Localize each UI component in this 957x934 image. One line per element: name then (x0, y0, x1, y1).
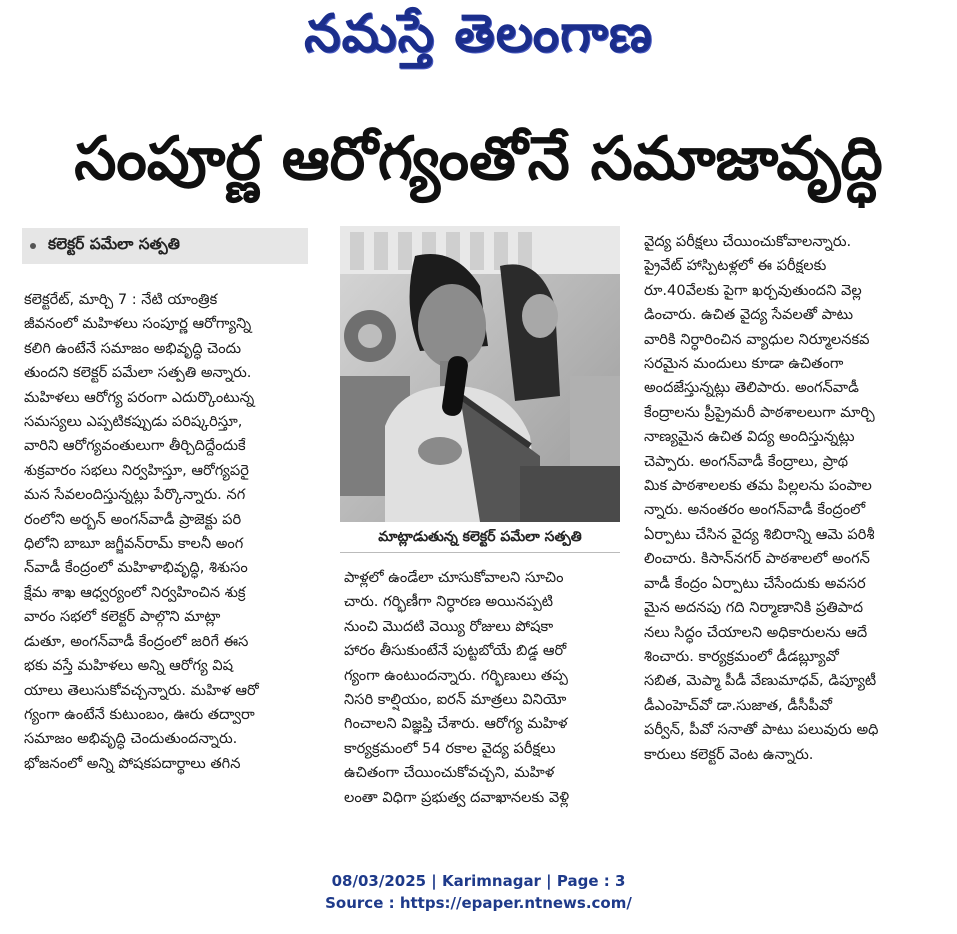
page-footer (0, 870, 957, 914)
article-line: కలిగి ఉంటేనే సమాజం అభివృద్ధి చెందు (24, 339, 242, 357)
article-column-1 (24, 288, 312, 776)
article-line: కేంద్రాలను ప్రీప్రైమరీ పాఠశాలలుగా మార్చి (644, 403, 875, 421)
byline-text: కలెక్టర్ పమేలా సత్పతి (48, 235, 180, 253)
article-line: ఉచితంగా చేయించుకోవచ్చని, మహిళ (344, 764, 555, 782)
article-line: వారికి నిర్ధారించిన వ్యాధుల నిర్మూలనకవ (644, 330, 870, 348)
byline-box (22, 228, 308, 264)
article-line: నుంచి మొదటి వెయ్యి రోజులు పోషకా (344, 617, 554, 635)
article-line: మహిళలు ఆరోగ్య పరంగా ఎదుర్కొంటున్న (24, 388, 255, 406)
article-line: వైద్య పరీక్షలు చేయించుకోవాలన్నారు. (644, 233, 852, 250)
article-line: కార్యక్రమంలో 54 రకాల వైద్య పరీక్షలు (344, 739, 556, 757)
article-line: నలు సిద్ధం చేయాలని అధికారులను ఆదే (644, 623, 868, 641)
article-line: శించారు. కార్యక్రమంలో డీడబ్ల్యూవో (644, 647, 839, 665)
article-line: యాలు తెలుసుకోవచ్చన్నారు. మహిళ ఆరో (24, 681, 259, 699)
article-line: పాళ్లలో ఉండేలా చూసుకోవాలని సూచిం (344, 569, 564, 586)
article-line: పర్వీన్, పీవో సనాతో పాటు పలువురు అధి (644, 721, 879, 739)
collector-photo-image (340, 226, 620, 522)
article-line: హారం తీసుకుంటేనే పుట్టబోయే బిడ్డ ఆరో (344, 642, 567, 660)
article-line: న్‌వాడీ కేంద్రంలో మహిళాభివృద్ధి, శిశుసం (24, 559, 248, 577)
article-line: నిసరి కాల్షియం, ఐరన్ మాత్రలు వినియో (344, 691, 567, 709)
article-line: గ్యంగా ఉంటేనే కుటుంబం, ఊరు తద్వారా (24, 705, 255, 723)
article-line: సమస్యలు ఎప్పటికప్పుడు పరిష్కరిస్తూ, (24, 413, 243, 431)
article-line: లంతా విధిగా ప్రభుత్వ దవాఖానలకు వెళ్లి (344, 788, 570, 806)
article-line: ప్రైవేట్ హాస్పిటళ్లలో ఈ పరీక్షలకు (644, 257, 827, 275)
article-line: కలెక్టరేట్, మార్చి 7 : నేటి యాంత్రిక (24, 291, 218, 308)
article-line: రంలోని అర్బన్ అంగన్‌వాడీ ప్రాజెక్టు పరి (24, 510, 242, 528)
article-line: భకు వస్తే మహిళలు అన్ని ఆరోగ్య విష (24, 657, 234, 675)
article-line: వారిని ఆరోగ్యవంతులుగా తీర్చిదిద్దేందుకే (24, 437, 246, 455)
article-line: గించాలని విజ్ఞప్తి చేశారు. ఆరోగ్య మహిళ (344, 715, 568, 733)
article-line: సమాజం అభివృద్ధి చెందుతుందన్నారు. (24, 730, 238, 748)
article-line: మిక పాఠశాలలకు తమ పిల్లలను పంపాల (644, 477, 872, 495)
article-line: రూ.40వేలకు పైగా ఖర్చవుతుందని వెల్ల (644, 281, 862, 299)
article-line: ధిలోని బాబూ జగ్జీవన్‌రామ్ కాలనీ అంగ (24, 535, 244, 553)
article-photo (340, 226, 620, 522)
footer-date-edition: 08/03/2025 | Karimnagar | Page : 3 (331, 872, 626, 890)
article-line: చారు. గర్భిణీగా నిర్ధారణ అయినప్పటి (344, 593, 554, 611)
bullet-icon (30, 243, 36, 249)
article-line: వారం సభలో కలెక్టర్ పాల్గొని మాట్లా (24, 608, 221, 626)
article-line: గ్యంగా ఉంటుందన్నారు. గర్భిణులు తప్ప (344, 666, 568, 684)
footer-source: Source : https://epaper.ntnews.com/ (325, 894, 632, 912)
article-line: డించారు. ఉచిత వైద్య సేవలతో పాటు (644, 306, 853, 324)
article-line: భోజనంలో అన్ని పోషకపదార్థాలు తగిన (24, 754, 241, 772)
article-line: ఏర్పాటు చేసిన వైద్య శిబిరాన్ని ఆమె పరిశీ (644, 525, 875, 543)
article-line: కారులు కలెక్టర్ వెంట ఉన్నారు. (644, 745, 814, 763)
masthead-title: నమస్తే తెలంగాణ (304, 3, 653, 64)
article-line: వాడీ కేంద్రం ఏర్పాటు చేసేందుకు అవసర (644, 574, 866, 592)
article-line: మైన అదనపు గది నిర్మాణానికి ప్రతిపాద (644, 599, 864, 617)
photo-caption (340, 524, 620, 553)
article-line: క్షేమ శాఖ ఆధ్వర్యంలో నిర్వహించిన శుక్ర (24, 583, 246, 601)
article-line: న్నారు. అనంతరం అంగన్‌వాడీ కేంద్రంలో (644, 501, 866, 519)
article-line: మన సేవలందిస్తున్నట్లు పేర్కొన్నారు. నగ (24, 486, 246, 504)
article-line: నాణ్యమైన ఉచిత విద్య అందిస్తున్నట్లు (644, 428, 855, 446)
article-line: తుందని కలెక్టర్ పమేలా సత్పతి అన్నారు. (24, 364, 252, 382)
article-line: సబిత, మెప్మా పీడీ వేణుమాధవ్, డిప్యూటీ (644, 672, 877, 690)
article-line: లించారు. కిసాన్‌నగర్ పాఠశాలలో అంగన్ (644, 550, 870, 568)
article-column-3 (644, 230, 936, 767)
article-column-2 (344, 566, 622, 810)
article-line: శుక్రవారం సభలు నిర్వహిస్తూ, ఆరోగ్యపరై (24, 461, 249, 479)
article-line: చెప్పారు. అంగన్‌వాడీ కేంద్రాలు, ప్రాథ (644, 452, 849, 470)
caption-text: మాట్లాడుతున్న కలెక్టర్ పమేలా సత్పతి (378, 528, 582, 545)
article-line: సరమైన మందులు కూడా ఉచితంగా (644, 355, 844, 373)
article-line: డీఎంహెచ్‌వో డా.సుజాత, డీసీపీవో (644, 696, 832, 714)
article-line: అందజేస్తున్నట్లు తెలిపారు. అంగన్‌వాడీ (644, 379, 859, 397)
headline-text: సంపూర్ణ ఆరోగ్యంతోనే సమాజావృద్ధి (74, 124, 883, 194)
masthead (0, 4, 957, 76)
article-headline (20, 118, 937, 214)
article-line: డుతూ, అంగన్‌వాడీ కేంద్రంలో జరిగే ఈస (24, 632, 249, 650)
article-line: జీవనంలో మహిళలు సంపూర్ణ ఆరోగ్యాన్ని (24, 315, 252, 333)
